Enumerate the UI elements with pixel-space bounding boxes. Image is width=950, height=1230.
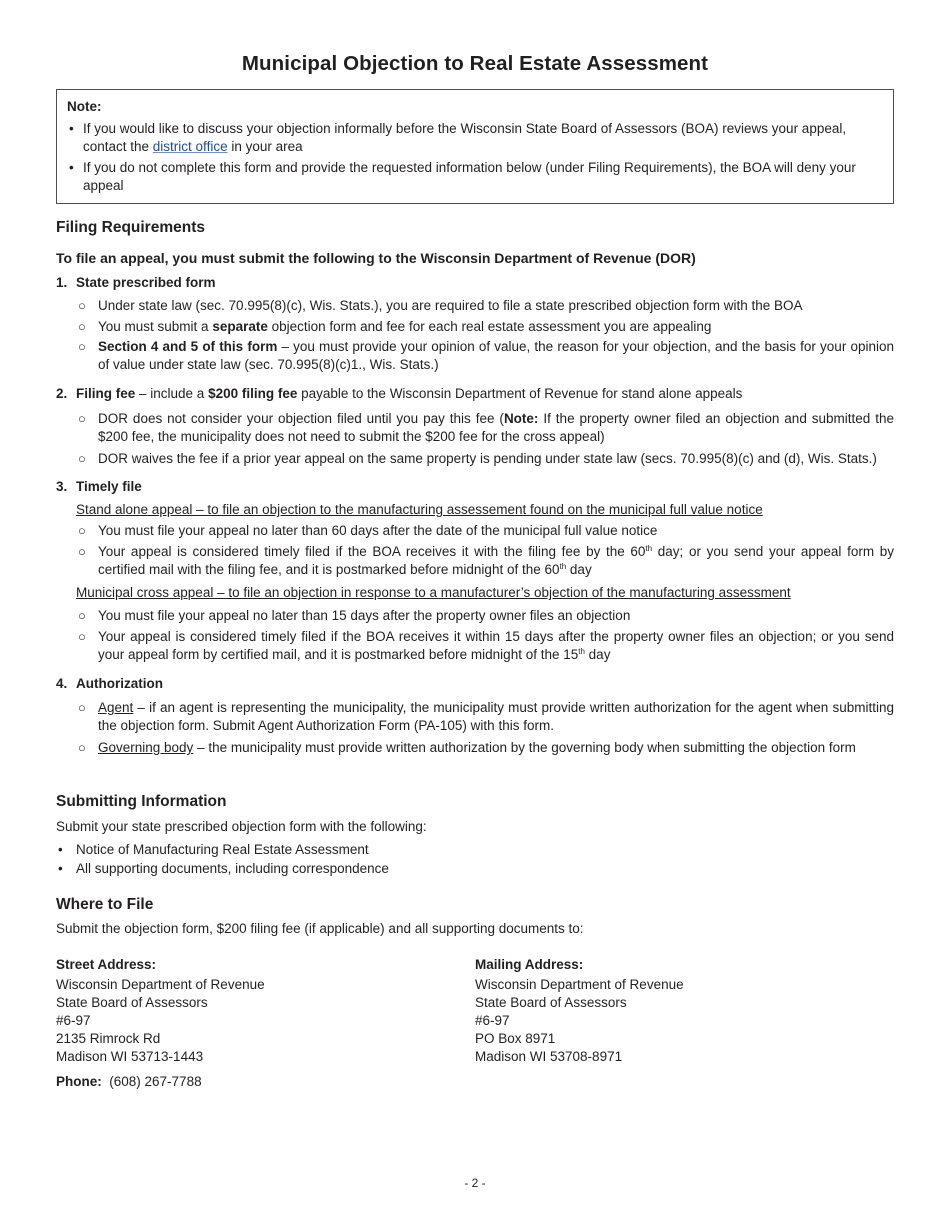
address-line: #6-97: [475, 1013, 510, 1028]
section-2-bullet-1: ○ DOR does not consider your objection filed until you pay this fee (Note: If the property owner filed an objection and submitted the $200 fee, the municipality does not need to submit the $200 fee for the cross appeal): [78, 411, 894, 444]
note-heading: Note:: [67, 99, 102, 114]
submitting-information-heading: Submitting Information: [56, 793, 227, 810]
cross-appeal-bullet-1: ○ You must file your appeal no later than 15 days after the property owner files an objection: [78, 608, 631, 623]
page-number: - 2 -: [464, 1176, 486, 1190]
address-line: #6-97: [56, 1013, 91, 1028]
page-title: Municipal Objection to Real Estate Assessment: [241, 52, 709, 75]
where-to-file-heading: Where to File: [56, 896, 154, 913]
address-line: 2135 Rimrock Rd: [56, 1031, 161, 1046]
note-box: Note: • If you would like to discuss your objection informally before the Wisconsin State Board of Assessors (BOA) reviews your appeal, contact the district office in your area • If you do not complete this form and provide the requested information below (under Filing Requirements), the BOA will deny your appeal: [56, 89, 894, 204]
phone-number: (608) 267-7788: [109, 1074, 202, 1089]
stand-alone-bullet-2: ○ Your appeal is considered timely filed if the BOA receives it with the filing fee by the 60th day; or you send your appeal form by certified mail with the filing fee, and it is postmarked before midnight of the 60th day: [78, 544, 894, 577]
filing-lead: To file an appeal, you must submit the following to the Wisconsin Department of Revenue (DOR): [56, 250, 696, 266]
filing-requirements-heading: Filing Requirements: [56, 219, 205, 236]
cross-appeal-subheading: Municipal cross appeal – to file an objection in response to a manufacturer’s objection of the manufacturing assessment: [76, 585, 791, 600]
phone-label: Phone:: [56, 1074, 102, 1089]
phone: [56, 1073, 202, 1091]
bullet-dot: •: [69, 160, 74, 175]
section-1-bullet-3: ○ Section 4 and 5 of this form – you must provide your opinion of value, the reason for your objection, and the basis for your opinion of value under state law (sec. 70.995(8)(c)1., Wis. Stats.): [78, 339, 894, 372]
where-to-file-intro: Submit the objection form, $200 filing fee (if applicable) and all supporting documents to:: [56, 921, 584, 936]
authorization-governing-body-bullet: ○ Governing body – the municipality must provide written authorization by the governing body when submitting the objection form: [78, 740, 856, 755]
address-line: Wisconsin Department of Revenue: [475, 977, 684, 992]
address-line: Madison WI 53708-8971: [475, 1049, 623, 1064]
stand-alone-bullet-1: ○ You must file your appeal no later than 60 days after the date of the municipal full value notice: [78, 523, 658, 538]
cross-appeal-bullet-2: ○ Your appeal is considered timely filed if the BOA receives it within 15 days after the property owner files an objection; or you send your appeal form by certified mail, and it is postmarked before midnight of the 15th day: [78, 629, 894, 662]
mailing-address: [475, 956, 684, 1066]
bullet-dot: •: [69, 121, 74, 136]
address-line: Wisconsin Department of Revenue: [56, 977, 265, 992]
address-line: PO Box 8971: [475, 1031, 556, 1046]
authorization-agent-bullet: ○ Agent – if an agent is representing the municipality, the municipality must provide written authorization for the agent when submitting the objection form. Submit Agent Authorization Form (PA-105) with this form.: [78, 700, 894, 733]
street-address-label: Street Address:: [56, 957, 157, 972]
street-address: [56, 956, 265, 1066]
section-1-bullet-2: ○ You must submit a separate objection form and fee for each real estate assessment you are appealing: [78, 319, 712, 334]
section-2-bullet-2: ○ DOR waives the fee if a prior year appeal on the same property is pending under state law (secs. 70.995(8)(c) and (d), Wis. Stats.): [78, 451, 877, 466]
address-line: Madison WI 53713-1443: [56, 1049, 204, 1064]
address-line: State Board of Assessors: [56, 995, 208, 1010]
section-1-bullet-1: ○ Under state law (sec. 70.995(8)(c), Wis. Stats.), you are required to file a state prescribed objection form with the BOA: [78, 298, 803, 313]
stand-alone-subheading: Stand alone appeal – to file an objection to the manufacturing assessement found on the municipal full value notice: [76, 502, 763, 517]
submitting-intro: Submit your state prescribed objection form with the following:: [56, 819, 427, 834]
mailing-address-label: Mailing Address:: [475, 957, 584, 972]
address-line: State Board of Assessors: [475, 995, 627, 1010]
district-office-link[interactable]: district office: [152, 139, 228, 154]
